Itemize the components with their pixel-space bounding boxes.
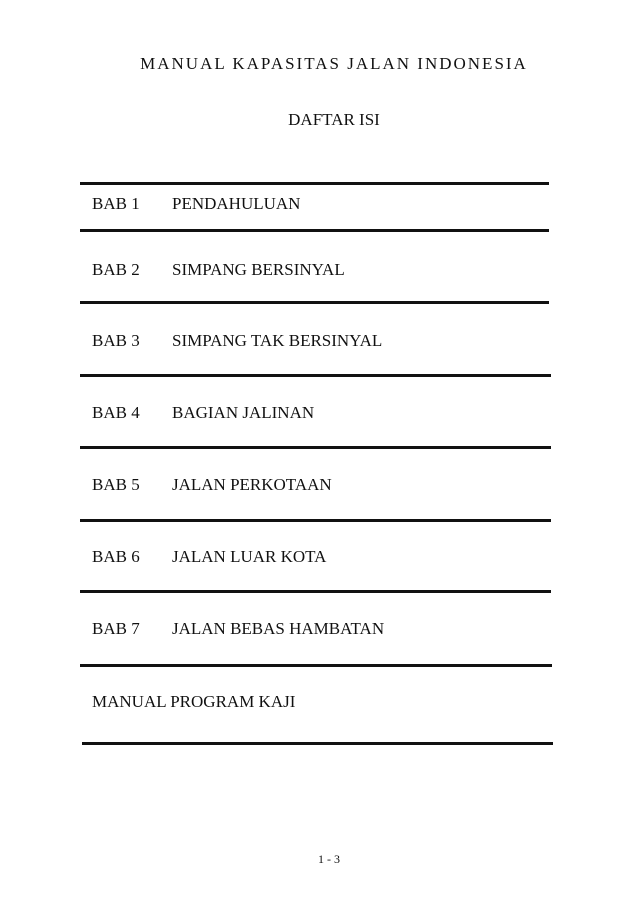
divider xyxy=(80,590,551,593)
chapter-number: BAB 7 xyxy=(92,619,140,638)
document-title: MANUAL KAPASITAS JALAN INDONESIA xyxy=(140,54,528,73)
divider xyxy=(80,519,551,522)
divider xyxy=(80,374,551,377)
toc-entry-bab-4[interactable] xyxy=(92,403,314,423)
chapter-title: JALAN BEBAS HAMBATAN xyxy=(172,619,385,638)
page-number: 1 - 3 xyxy=(318,852,340,866)
chapter-title: PENDAHULUAN xyxy=(172,194,301,213)
divider xyxy=(80,182,549,185)
toc-entry-bab-6[interactable] xyxy=(92,547,326,567)
divider xyxy=(80,301,549,304)
chapter-title: JALAN PERKOTAAN xyxy=(172,475,332,494)
chapter-number: BAB 2 xyxy=(92,260,140,279)
appendix-title: MANUAL PROGRAM KAJI xyxy=(92,692,296,711)
toc-entry-appendix[interactable] xyxy=(92,692,295,712)
toc-heading: DAFTAR ISI xyxy=(288,110,380,129)
divider xyxy=(80,446,551,449)
toc-entry-bab-7[interactable] xyxy=(92,619,384,639)
toc-entry-bab-2[interactable] xyxy=(92,260,345,280)
chapter-number: BAB 4 xyxy=(92,403,140,422)
toc-entry-bab-5[interactable] xyxy=(92,475,332,495)
divider xyxy=(82,742,553,745)
chapter-title: JALAN LUAR KOTA xyxy=(172,547,327,566)
chapter-title: SIMPANG TAK BERSINYAL xyxy=(172,331,383,350)
toc-entry-bab-3[interactable] xyxy=(92,331,382,351)
chapter-number: BAB 1 xyxy=(92,194,140,213)
chapter-title: BAGIAN JALINAN xyxy=(172,403,315,422)
divider xyxy=(80,229,549,232)
chapter-number: BAB 5 xyxy=(92,475,140,494)
chapter-number: BAB 6 xyxy=(92,547,140,566)
chapter-number: BAB 3 xyxy=(92,331,140,350)
toc-entry-bab-1[interactable] xyxy=(92,194,300,214)
divider xyxy=(80,664,552,667)
chapter-title: SIMPANG BERSINYAL xyxy=(172,260,345,279)
